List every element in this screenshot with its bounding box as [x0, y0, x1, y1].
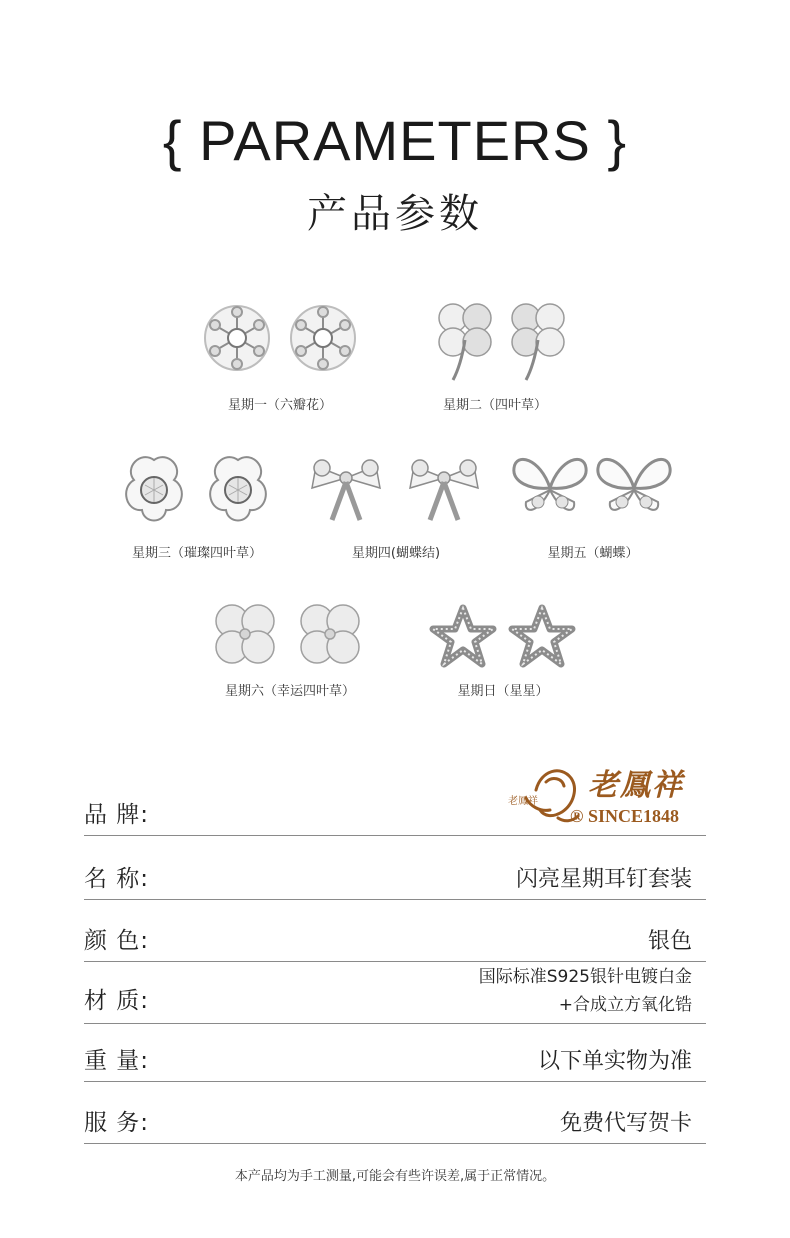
snowflake-earrings-icon — [195, 290, 365, 390]
param-label: 材 质: — [84, 988, 150, 1014]
title-chinese: 产品参数 — [307, 191, 483, 237]
title-english: { PARAMETERS } — [162, 109, 628, 172]
butterfly-earrings-icon — [508, 448, 678, 538]
product-caption: 星期五（蝴蝶） — [547, 546, 639, 561]
product-thursday — [298, 448, 494, 561]
product-caption: 星期一（六瓣花） — [227, 398, 332, 413]
product-saturday — [200, 596, 380, 699]
param-label: 颜 色: — [84, 928, 150, 954]
star-earrings-icon — [418, 596, 588, 676]
param-row-weight — [84, 1023, 706, 1082]
product-tuesday — [410, 290, 580, 413]
brand-since: ® SINCE1848 — [570, 806, 679, 826]
param-row-color — [84, 899, 706, 962]
param-value-line1: 国际标准S925银针电镀白金 — [478, 967, 692, 987]
lucky-clover-earrings-icon — [200, 596, 380, 676]
param-value — [479, 963, 692, 1019]
param-value: 以下单实物为准 — [537, 1049, 692, 1074]
product-caption: 星期四(蝴蝶结) — [351, 546, 441, 561]
param-row-name — [84, 835, 706, 900]
param-row-material — [84, 961, 706, 1024]
param-value: 免费代写贺卡 — [559, 1111, 692, 1136]
product-caption: 星期六（幸运四叶草） — [224, 684, 355, 699]
param-label: 服 务: — [84, 1110, 150, 1136]
param-value-line2: +合成立方氧化锆 — [558, 995, 692, 1015]
param-value: 闪亮星期耳钉套装 — [515, 867, 692, 892]
bow-earrings-icon — [298, 448, 494, 538]
product-monday — [195, 290, 365, 413]
param-row-service — [84, 1081, 706, 1144]
footnote: 本产品均为手工测量,可能会有些许误差,属于正常情况。 — [234, 1169, 556, 1184]
brand-small-text: 老鳳祥 — [508, 796, 538, 807]
crystal-clover-earrings-icon — [112, 448, 282, 538]
product-wednesday — [112, 448, 282, 561]
clover-earrings-icon — [410, 290, 580, 390]
brand-name-cn: 老鳳祥 — [588, 768, 684, 803]
param-value: 银色 — [647, 929, 692, 954]
product-caption: 星期三（璀璨四叶草） — [131, 546, 262, 561]
param-label: 重 量: — [84, 1048, 150, 1074]
product-sunday — [418, 596, 588, 699]
product-caption: 星期日（星星） — [457, 684, 549, 699]
product-caption: 星期二（四叶草） — [442, 398, 547, 413]
param-label: 名 称: — [84, 866, 150, 892]
product-friday — [508, 448, 678, 561]
param-label: 品 牌: — [84, 802, 150, 828]
param-row-brand — [84, 790, 706, 836]
